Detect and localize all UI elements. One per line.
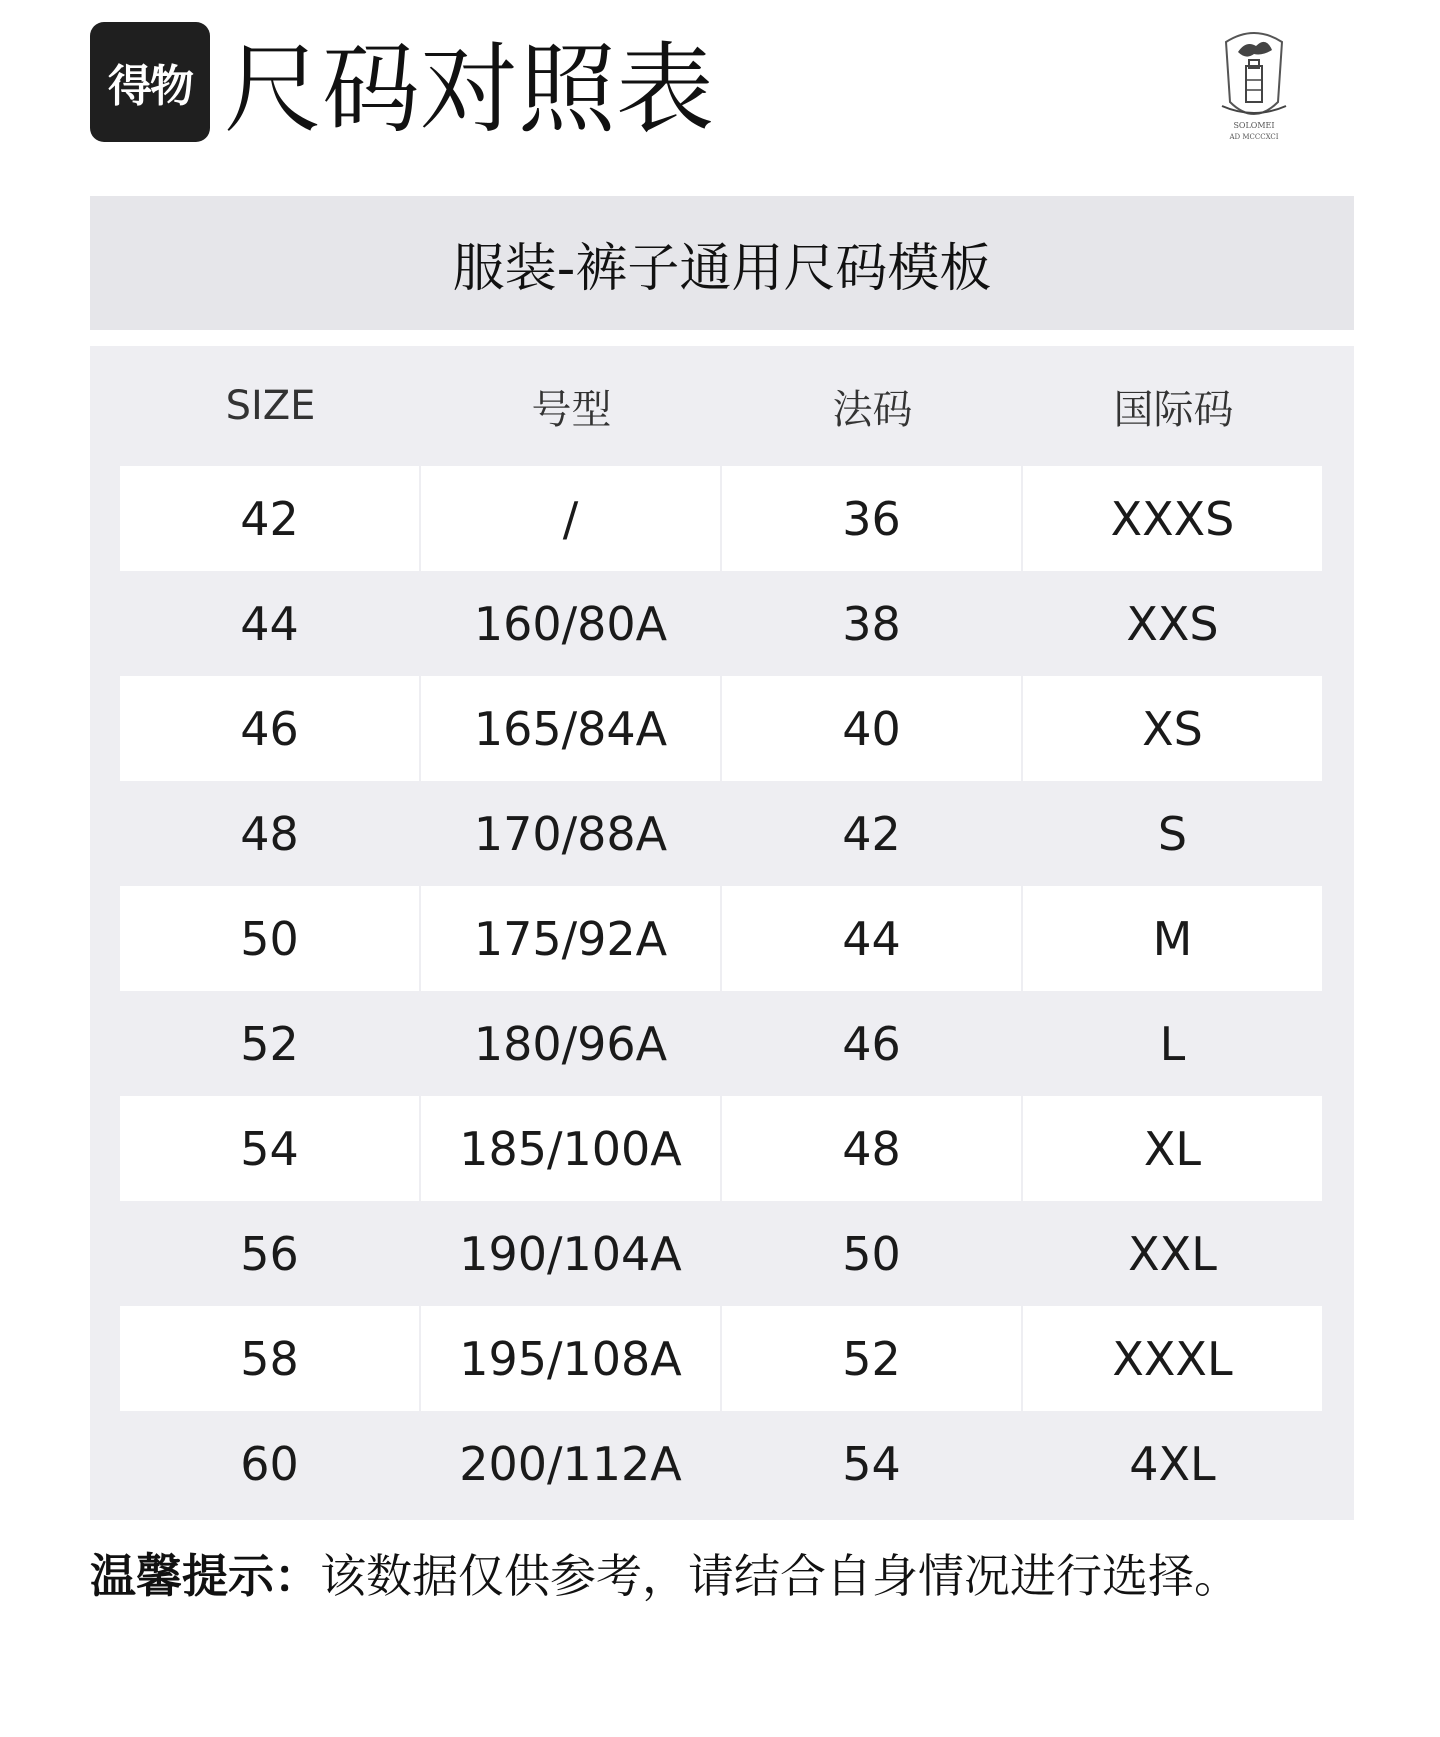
table-cell: XXS	[1126, 596, 1219, 651]
table-row	[120, 1411, 1324, 1516]
table-cell: 160/80A	[473, 596, 668, 651]
tip-label: 温馨提示：	[90, 1549, 320, 1603]
svg-text:AD MCCCXCI: AD MCCCXCI	[1229, 133, 1279, 141]
subtitle-text: 服装-裤子通用尺码模板	[452, 238, 992, 299]
table-cell: 48	[722, 1096, 1021, 1201]
table-cell: M	[1023, 886, 1322, 991]
table-cell: 52	[240, 1016, 299, 1071]
table-cell: 44	[722, 886, 1021, 991]
table-row	[120, 1096, 1324, 1201]
table-cell: XXL	[1128, 1226, 1217, 1281]
brand-logo-text: 得物	[108, 61, 192, 112]
table-cell: 200/112A	[459, 1436, 682, 1491]
table-cell: /	[421, 466, 720, 571]
column-header-french-size: 法码	[832, 386, 913, 433]
table-cell: 190/104A	[459, 1226, 682, 1281]
table-cell: 40	[722, 676, 1021, 781]
table-cell: 54	[120, 1096, 419, 1201]
table-cell: 48	[240, 806, 299, 861]
table-cell: 42	[120, 466, 419, 571]
brand-logo	[90, 22, 210, 142]
page-title: 尺码对照表	[224, 33, 715, 147]
table-cell: 44	[240, 596, 299, 651]
table-cell: XL	[1023, 1096, 1322, 1201]
table-cell: L	[1159, 1016, 1186, 1071]
table-cell: S	[1157, 806, 1188, 861]
subtitle-bar	[90, 196, 1354, 330]
table-cell: 4XL	[1129, 1436, 1216, 1491]
table-row	[120, 886, 1324, 991]
table-body	[120, 466, 1324, 1516]
table-row	[120, 676, 1324, 781]
table-cell: 42	[842, 806, 901, 861]
table-cell: 185/100A	[421, 1096, 720, 1201]
tip-text: 该数据仅供参考，请结合自身情况进行选择。	[320, 1549, 1240, 1603]
table-cell: XXXL	[1023, 1306, 1322, 1411]
table-row	[120, 781, 1324, 886]
table-cell: 52	[722, 1306, 1021, 1411]
table-cell: 46	[842, 1016, 901, 1071]
table-row	[120, 466, 1324, 571]
table-header	[120, 346, 1324, 466]
table-cell: 46	[120, 676, 419, 781]
table-cell: XXXS	[1023, 466, 1322, 571]
table-cell: 50	[842, 1226, 901, 1281]
table-row	[120, 1306, 1324, 1411]
tip-note	[90, 1540, 1240, 1606]
column-header-size: SIZE	[225, 383, 316, 429]
brand-emblem-icon	[1216, 22, 1292, 144]
table-cell: 38	[842, 596, 901, 651]
column-header-international-size: 国际码	[1113, 386, 1234, 433]
column-header-model: 号型	[531, 386, 612, 433]
table-cell: 165/84A	[421, 676, 720, 781]
table-cell: 54	[842, 1436, 901, 1491]
table-cell: 175/92A	[421, 886, 720, 991]
table-row	[120, 1201, 1324, 1306]
table-cell: 36	[722, 466, 1021, 571]
table-cell: 195/108A	[421, 1306, 720, 1411]
table-cell: 180/96A	[473, 1016, 668, 1071]
table-cell: 60	[240, 1436, 299, 1491]
svg-text:SOLOMEI: SOLOMEI	[1233, 121, 1275, 130]
table-cell: 170/88A	[473, 806, 668, 861]
table-cell: 58	[120, 1306, 419, 1411]
table-cell: 56	[240, 1226, 299, 1281]
size-table	[90, 346, 1354, 1520]
table-cell: 50	[120, 886, 419, 991]
table-row	[120, 991, 1324, 1096]
table-cell: XS	[1023, 676, 1322, 781]
table-row	[120, 571, 1324, 676]
